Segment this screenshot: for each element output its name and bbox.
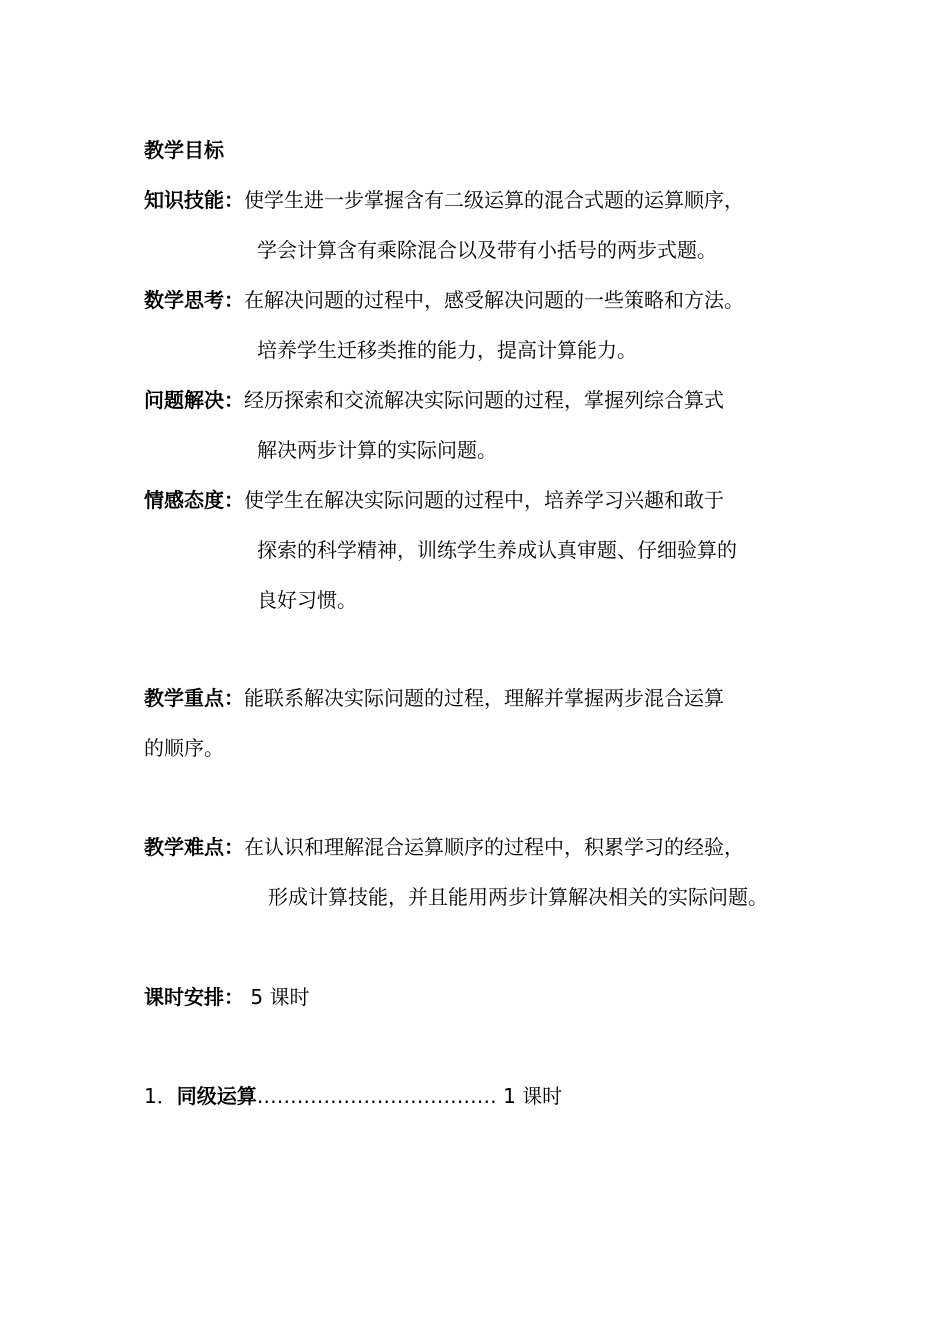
schedule-value: 5 课时 (244, 985, 310, 1009)
toc-item (144, 1084, 562, 1108)
objective-label: 数学思考： (144, 288, 244, 312)
difficulty-text: 在认识和理解混合运算顺序的过程中，积累学习的经验， (244, 835, 744, 859)
objective-problem-solving-cont: 解决两步计算的实际问题。 (257, 438, 497, 462)
objective-problem-solving (144, 388, 724, 412)
objective-label: 知识技能： (144, 188, 244, 212)
schedule (144, 985, 309, 1009)
objective-knowledge (144, 188, 744, 212)
objective-text: 使学生进一步掌握含有二级运算的混合式题的运算顺序， (244, 188, 744, 212)
difficulty (144, 835, 744, 859)
difficulty-label: 教学难点： (144, 835, 244, 859)
toc-number: 1． (144, 1084, 177, 1108)
section-heading-objectives: 教学目标 (144, 138, 224, 162)
key-point-label: 教学重点： (144, 686, 244, 710)
objective-thinking-cont: 培养学生迁移类推的能力，提高计算能力。 (257, 338, 637, 362)
key-point-cont: 的顺序。 (144, 736, 224, 760)
objective-knowledge-cont: 学会计算含有乘除混合以及带有小括号的两步式题。 (257, 238, 717, 262)
objective-attitude (144, 488, 724, 512)
toc-title: 同级运算 (176, 1084, 257, 1108)
toc-leader: ……………………………… (256, 1084, 497, 1108)
key-point-text: 能联系解决实际问题的过程，理解并掌握两步混合运算 (244, 686, 724, 710)
objective-text: 经历探索和交流解决实际问题的过程，掌握列综合算式 (244, 388, 724, 412)
objective-label: 问题解决： (144, 388, 244, 412)
schedule-label: 课时安排： (144, 985, 244, 1009)
objective-attitude-cont: 探索的科学精神，训练学生养成认真审题、仔细验算的 (257, 538, 737, 562)
objective-text: 在解决问题的过程中，感受解决问题的一些策略和方法。 (244, 288, 744, 312)
toc-hours: 1 课时 (496, 1084, 563, 1108)
objective-text: 使学生在解决实际问题的过程中，培养学习兴趣和敢于 (244, 488, 724, 512)
objective-attitude-cont2: 良好习惯。 (257, 588, 357, 612)
objective-thinking (144, 288, 744, 312)
key-point (144, 686, 724, 710)
objective-label: 情感态度： (144, 488, 244, 512)
difficulty-cont: 形成计算技能，并且能用两步计算解决相关的实际问题。 (268, 885, 768, 909)
